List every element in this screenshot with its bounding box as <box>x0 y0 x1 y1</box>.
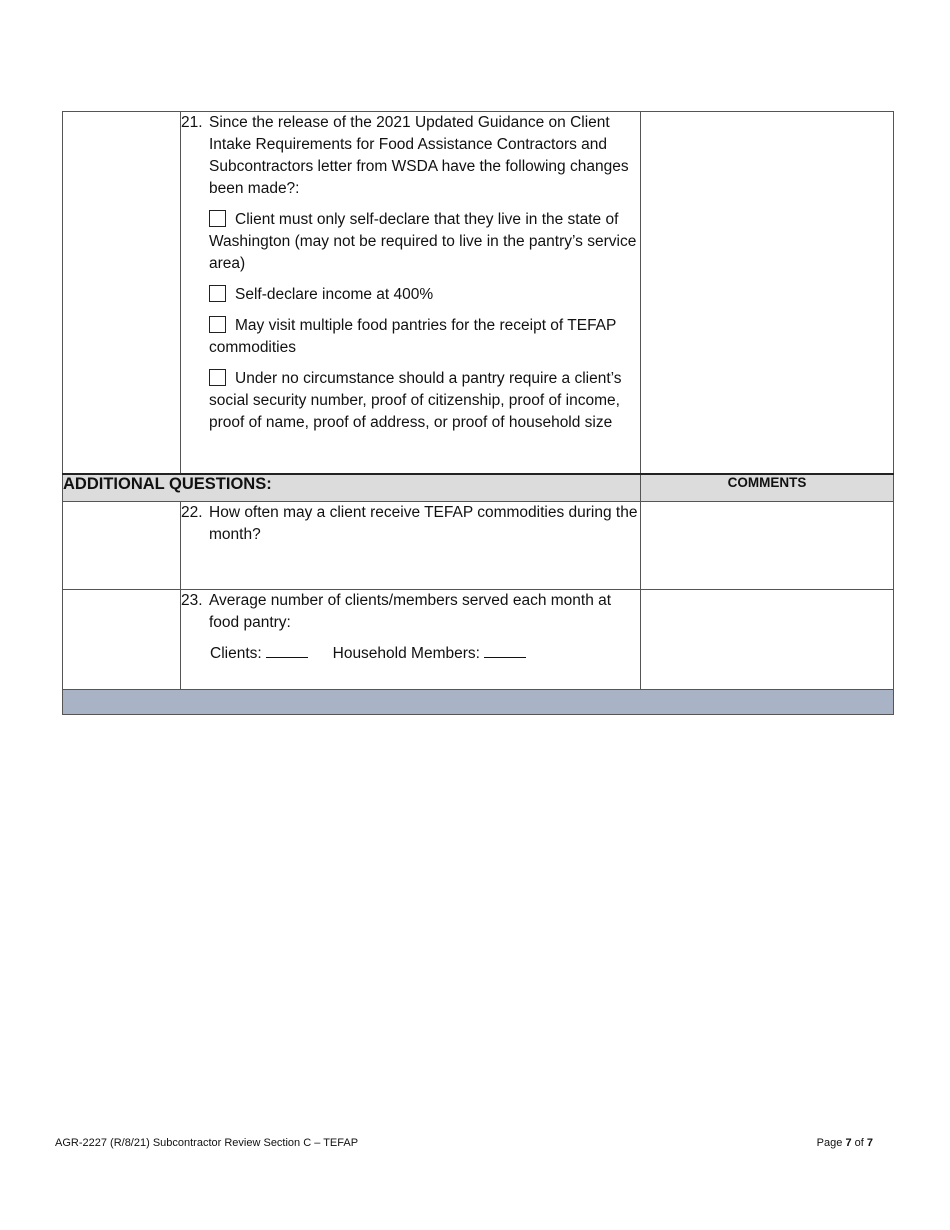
comments-header: COMMENTS <box>641 474 894 502</box>
clients-label: Clients: <box>210 644 262 662</box>
table-bottom-bar <box>63 689 894 714</box>
footer-page-number <box>817 1137 873 1149</box>
footer-form-id: AGR-2227 (R/8/21) Subcontractor Review Section C – TEFAP <box>55 1137 359 1149</box>
section-title: ADDITIONAL QUESTIONS: <box>63 474 641 502</box>
q23-comments-cell[interactable] <box>641 589 894 689</box>
q22-blank-cell <box>63 501 181 589</box>
q23-number: 23. <box>181 591 203 609</box>
q21-number: 21. <box>181 114 203 131</box>
household-members-field[interactable] <box>484 643 526 658</box>
q22-number: 22. <box>181 503 203 521</box>
q22-text: How often may a client receive TEFAP commodities during the month? <box>209 503 638 543</box>
clients-field[interactable] <box>266 643 308 658</box>
q21-option-4 <box>209 368 640 434</box>
q22-comments-cell[interactable] <box>641 501 894 589</box>
q23-blank-cell <box>63 589 181 689</box>
q21-option-3-label: May visit multiple food pantries for the receipt of TEFAP commodities <box>209 317 617 356</box>
review-form-table <box>62 111 894 715</box>
q21-option-2-checkbox[interactable] <box>209 285 226 302</box>
q21-option-3-checkbox[interactable] <box>209 316 226 333</box>
q21-text: Since the release of the 2021 Updated Guidance on Client Intake Requirements for Food Assistance Contractors and Subcontractors letter from WSDA have the following changes been made?: <box>209 114 629 197</box>
additional-questions-header-row <box>63 474 894 502</box>
table-bottom-bar-cell <box>63 689 894 714</box>
page-of: of <box>854 1137 864 1149</box>
q21-option-3 <box>209 315 640 359</box>
q21-cell <box>181 112 641 474</box>
question-21-row <box>63 112 894 474</box>
page-total: 7 <box>866 1137 873 1149</box>
q21-comments-cell[interactable] <box>641 112 894 474</box>
page-prefix: Page <box>816 1137 843 1149</box>
q21-option-1-checkbox[interactable] <box>209 210 226 227</box>
q21-blank-cell <box>63 112 181 474</box>
q21-option-1-label: Client must only self-declare that they live in the state of Washington (may not be required to live in the pantry’s service area) <box>209 211 637 272</box>
q22-cell <box>181 501 641 589</box>
question-23-row <box>63 589 894 689</box>
q21-option-2-label: Self-declare income at 400% <box>235 286 434 303</box>
q21-option-1 <box>209 209 640 275</box>
q21-option-4-label: Under no circumstance should a pantry require a client’s social security number, proof of citizenship, proof of income, proof of name, proof of address, or proof of household size <box>209 370 622 431</box>
page-current: 7 <box>845 1137 852 1149</box>
q23-cell <box>181 589 641 689</box>
q23-fields <box>210 643 640 665</box>
household-members-label: Household Members: <box>332 644 480 662</box>
q21-option-4-checkbox[interactable] <box>209 369 226 386</box>
question-22-row <box>63 501 894 589</box>
q21-option-2 <box>209 284 640 306</box>
q23-text: Average number of clients/members served each month at food pantry: <box>209 591 612 631</box>
